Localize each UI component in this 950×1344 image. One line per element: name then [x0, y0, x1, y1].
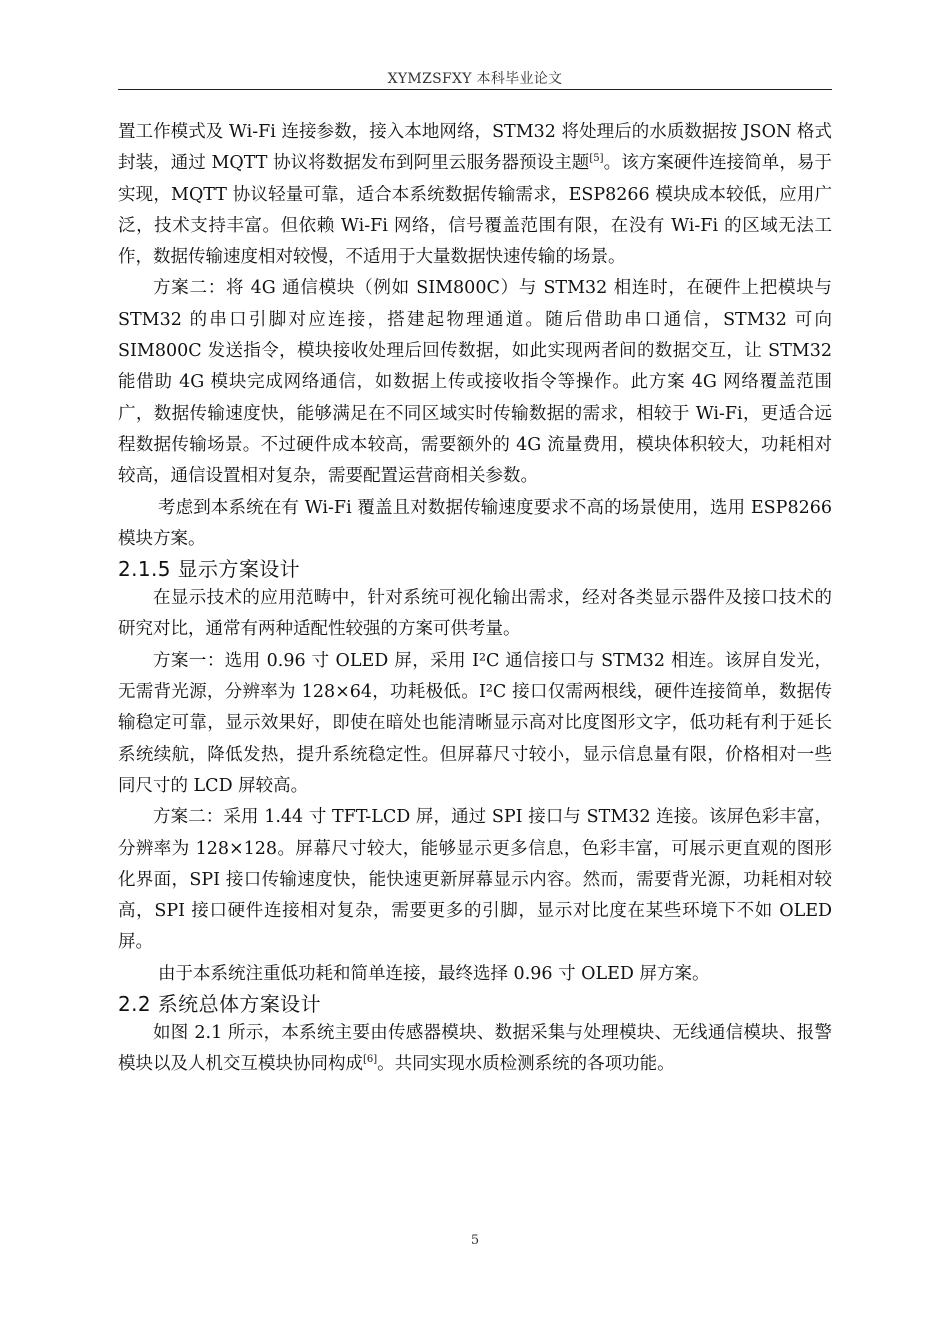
- paragraph-text: 。该方案硬件连接简单，易于实现，MQTT 协议轻量可靠，适合本系统数据传输需求，ESP8266 模块成本较低，应用广泛，技术支持丰富。但依赖 Wi-Fi 网络，信号覆盖范围有限，在没有 Wi-Fi 的区域无法工作，数据传输速度相对较慢，不适用于大量数据快速传输的场景。: [118, 153, 833, 268]
- section-heading-2-2: 2.2 系统总体方案设计: [118, 992, 321, 1017]
- paragraph-display-conclusion: 由于本系统注重低功耗和简单连接，最终选择 0.96 寸 OLED 屏方案。: [158, 963, 710, 984]
- paragraph-text: 置工作模式及 Wi-Fi 连接参数，接入本地网络，STM32 将处理后的水质数据按 JSON 格式封装，通过 MQTT 协议将数据发布到阿里云服务器预设主题: [118, 122, 832, 174]
- paragraph-comm-conclusion: 考虑到本系统在有 Wi-Fi 覆盖且对数据传输速度要求不高的场景使用，选用 ESP8266 模块方案。: [118, 497, 832, 549]
- header-divider: [118, 89, 832, 90]
- paragraph-text: 如图 2.1 所示，本系统主要由传感器模块、数据采集与处理模块、无线通信模块、报警模块以及人机交互模块协同构成: [118, 1023, 832, 1075]
- paragraph-system-overview: [118, 1018, 832, 1081]
- paragraph-tft-scheme: 方案二：采用 1.44 寸 TFT-LCD 屏，通过 SPI 接口与 STM32 连接。该屏色彩丰富，分辨率为 128×128。屏幕尺寸较大，能够显示更多信息，色彩丰富，可展示更直观的图形化界面，SPI 接口传输速度快，能快速更新屏幕显示内容。然而，需要背光源，功耗相对较高，SPI 接口硬件连接相对复杂，需要更多的引脚，显示对比度在某些环境下不如 OLED 屏。: [118, 807, 832, 953]
- paragraph-text: 。共同实现水质检测系统的各项功能。: [377, 1054, 675, 1075]
- paragraph-display-intro: 在显示技术的应用范畴中，针对系统可视化输出需求，经对各类显示器件及接口技术的研究对比，通常有两种适配性较强的方案可供考量。: [118, 588, 832, 640]
- document-body: [118, 117, 832, 1081]
- citation-ref: [5]: [589, 153, 604, 165]
- page-header: XYMZSFXY 本科毕业论文: [387, 71, 563, 87]
- paragraph-wifi-scheme: [118, 117, 832, 273]
- paragraph-4g-scheme: 方案二：将 4G 通信模块（例如 SIM800C）与 STM32 相连时，在硬件上把模块与 STM32 的串口引脚对应连接，搭建起物理通道。随后借助串口通信，STM32 可向 SIM800C 发送指令，模块接收处理后回传数据，如此实现两者间的数据交互，让 STM32 能借助 4G 模块完成网络通信，如数据上传或接收指令等操作。此方案 4G 网络覆盖范围广，数据传输速度快，能够满足在不同区域实时传输数据的需求，相较于 Wi-Fi，更适合远程数据传输场景。不过硬件成本较高，需要额外的 4G 流量费用，模块体积较大，功耗相对较高，通信设置相对复杂，需要配置运营商相关参数。: [118, 278, 832, 487]
- citation-ref: [6]: [363, 1054, 378, 1066]
- page-number: 5: [470, 1233, 480, 1248]
- paragraph-oled-scheme: 方案一：选用 0.96 寸 OLED 屏，采用 I²C 通信接口与 STM32 相连。该屏自发光，无需背光源，分辨率为 128×64，功耗极低。I²C 接口仅需两根线，硬件连接简单，数据传输稳定可靠，显示效果好，即使在暗处也能清晰显示高对比度图形文字，低功耗有利于延长系统续航，降低发热，提升系统稳定性。但屏幕尺寸较小，显示信息量有限，价格相对一些同尺寸的 LCD 屏较高。: [118, 650, 832, 796]
- section-heading-2-1-5: 2.1.5 显示方案设计: [118, 557, 301, 582]
